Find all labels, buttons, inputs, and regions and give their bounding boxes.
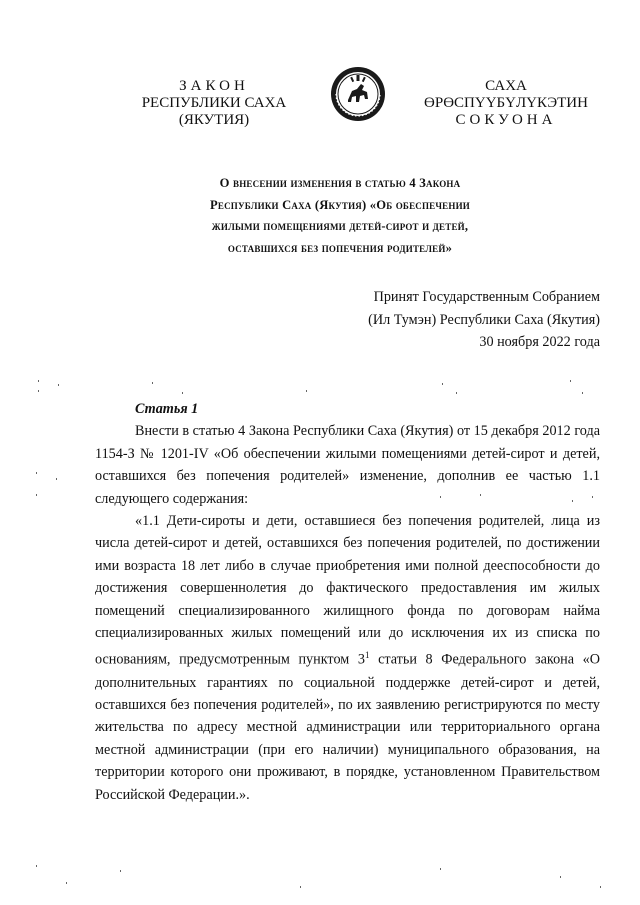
header-left: [118, 78, 310, 129]
law-title-line: оставшихся без попечения родителей»: [227, 240, 453, 255]
paragraph-2-superscript: 1: [364, 650, 370, 661]
header-left-line1: ЗАКОН: [179, 78, 249, 94]
law-title: [180, 173, 500, 259]
law-title-line: О внесении изменения в статью 4 Закона: [219, 176, 461, 190]
paragraph-2-text-b: статьи 8 Федерального закона «О дополнительных гарантиях по социальной поддержке детей-сирот и детей, оставшихся без попечения родителей», по их заявлению регистрируются по месту жительства по адресу местной администрации или территориального органа местной администрации (при его наличии) муниципального образования, на территории которого они проживают, в порядке, установленном Правительством Российской Федерации.».: [95, 652, 600, 803]
adoption-line1: Принят Государственным Собранием: [373, 289, 600, 305]
adoption-block: [368, 286, 600, 354]
header-left-line2: РЕСПУБЛИКИ САХА (ЯКУТИЯ): [141, 95, 287, 128]
header-right-line2: СОКУОНА: [455, 112, 557, 128]
article-paragraph-2: [95, 510, 600, 806]
paragraph-2-text-a: «1.1 Дети-сироты и дети, оставшиеся без попечения родителей, лица из числа детей-сирот и детей, оставшихся без попечения родителей, по достижении ими возраста 18 лет либо в случае приобретения ими полной дееспособности до достижения совершеннолетия до фактического предоставления им жилых помещений специализированного жилищного фонда по договорам найма специализированных жилых помещений или до исключения их из списка по основаниям, предусмотренным пунктом 3: [95, 513, 600, 669]
law-title-line: Республики Саха (Якутия) «Об обеспечении: [210, 197, 470, 212]
adoption-date: 30 ноября 2022 года: [479, 334, 600, 350]
article-body: [95, 398, 600, 806]
article-paragraph-1: Внести в статью 4 Закона Республики Саха (Якутия) от 15 декабря 2012 года 1154-З № 1201-IV «Об обеспечении жилыми помещениями детей-сирот и детей, оставшихся без попечения родителей» изменение, дополнив ее частью 1.1 следующего содержания:: [95, 423, 600, 507]
header-right: [410, 78, 602, 129]
article-heading: Статья 1: [135, 401, 199, 417]
law-title-line: жилыми помещениями детей-сирот и детей,: [211, 219, 469, 233]
adoption-line2: (Ил Тумэн) Республики Саха (Якутия): [368, 311, 600, 328]
coat-of-arms-icon: [330, 66, 386, 122]
header-right-line1: САХА ӨРӨСПҮҮБҮЛҮКЭТИН: [424, 78, 588, 111]
